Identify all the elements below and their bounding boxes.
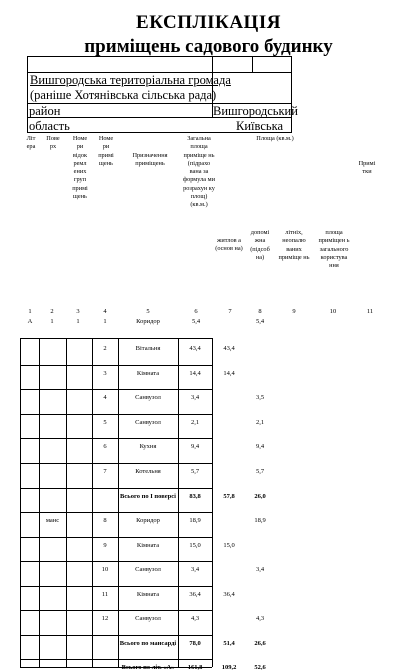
page-title: ЕКСПЛІКАЦІЯ	[136, 12, 281, 33]
row-total: 36,4	[189, 591, 201, 598]
col-common: площа приміщен ь загального користува ння	[318, 229, 350, 270]
row-total: 2,1	[190, 419, 200, 426]
col-number: 3	[76, 308, 80, 315]
col-purpose: Призначення приміщень	[132, 152, 168, 168]
row-room: 4	[103, 394, 107, 401]
grid-line	[20, 659, 212, 660]
grid-line	[20, 365, 212, 366]
grid-line	[20, 414, 212, 415]
row-living: 109,2	[221, 664, 237, 671]
col-number: 9	[292, 308, 296, 315]
grid-line	[20, 438, 212, 439]
row-room: 2	[103, 345, 107, 352]
region-label: область	[29, 119, 70, 133]
grid-line	[20, 338, 21, 667]
row-living: 57,8	[223, 493, 235, 500]
community-name: Вишгородська територіальна громада	[30, 73, 231, 87]
grid-line	[20, 610, 212, 611]
row-room: 10	[101, 566, 109, 573]
row-aux: 9,4	[255, 443, 265, 450]
row-room: 5	[103, 419, 107, 426]
row-total: 18,9	[189, 517, 201, 524]
region-value: Київська	[236, 119, 284, 133]
grid-line	[20, 512, 212, 513]
row-room: 12	[101, 615, 109, 622]
row-room: 11	[101, 591, 109, 598]
col-room-num: Номе ри примі щень	[98, 135, 114, 167]
row-purpose: Коридор	[136, 318, 160, 325]
row-purpose: Вітальня	[135, 345, 161, 352]
row-aux: 2,1	[255, 419, 265, 426]
col-group-num: Номе ри відок ремл ених груп примі щень	[72, 135, 88, 201]
row-purpose: Кімната	[136, 591, 160, 598]
row-total: 83,8	[189, 493, 201, 500]
row-purpose: Котельня	[135, 468, 161, 475]
row-living: 14,4	[223, 370, 235, 377]
col-number: 1	[28, 308, 32, 315]
col-number: 6	[194, 308, 198, 315]
row-aux: 5,7	[255, 468, 265, 475]
col-number: 10	[329, 308, 337, 315]
grid-line	[66, 338, 67, 667]
grid-line	[20, 635, 212, 636]
row-total: 9,4	[190, 443, 200, 450]
col-total-area: Загальна площа приміще нь (підрахо вана за формула ми розрахун ку площ) (кв.м.)	[182, 135, 215, 209]
row-room: 9	[103, 542, 107, 549]
col-number: 5	[146, 308, 150, 315]
row-aux: 4,3	[255, 615, 265, 622]
grid-line	[20, 488, 212, 489]
row-total: 3,4	[190, 566, 200, 573]
row-purpose: Санвузол	[135, 615, 161, 622]
grid-line	[178, 338, 179, 667]
row-purpose: Санвузол	[135, 419, 161, 426]
row-total: 3,4	[190, 394, 200, 401]
row-living: 15,0	[223, 542, 235, 549]
row-total: 15,0	[189, 542, 201, 549]
col-number: 11	[366, 308, 374, 315]
row-aux: 18,9	[254, 517, 266, 524]
row-purpose: Кімната	[136, 542, 160, 549]
col-living: житлов а (основ на)	[215, 237, 243, 253]
col-number: 8	[258, 308, 262, 315]
row-aux: 3,4	[255, 566, 265, 573]
row-total: 5,7	[190, 468, 200, 475]
row-purpose: Кімната	[136, 370, 160, 377]
col-number: 2	[50, 308, 54, 315]
col-number: 7	[228, 308, 232, 315]
grid-line	[20, 338, 212, 339]
row-purpose: Коридор	[136, 517, 160, 524]
row-aux: 26,0	[254, 493, 266, 500]
district-value: Вишгородський	[213, 104, 298, 118]
grid-line	[20, 463, 212, 464]
row-purpose: Кухня	[139, 443, 157, 450]
row-total: 78,0	[189, 640, 201, 647]
row-purpose: Всього по літ. «А»	[121, 664, 175, 671]
row-floor: 1	[50, 318, 54, 325]
col-area-group: Площа (кв.м.)	[256, 135, 294, 142]
community-formerly: (раніше Хотянівська сільська рада)	[30, 88, 217, 102]
district-label: район	[29, 104, 61, 118]
row-group: 1	[76, 318, 80, 325]
row-room: 7	[103, 468, 107, 475]
col-notes: Примі тки	[358, 160, 376, 176]
col-summer: літніх, неопалю ваних приміще нь	[278, 229, 310, 261]
col-auxiliary: допомі жна (підсоб на)	[250, 229, 270, 261]
row-living: 51,4	[223, 640, 235, 647]
row-room: 8	[103, 517, 107, 524]
row-litera: А	[27, 318, 33, 325]
row-aux: 26,6	[254, 640, 266, 647]
row-total: 43,4	[189, 345, 201, 352]
grid-line	[20, 389, 212, 390]
grid-line	[20, 537, 212, 538]
row-purpose: Всього по І поверсі	[120, 493, 176, 500]
grid-line	[20, 586, 212, 587]
row-purpose: Санвузол	[135, 394, 161, 401]
row-purpose: Санвузол	[135, 566, 161, 573]
row-total: 5,4	[191, 318, 201, 325]
row-aux: 52,6	[254, 664, 266, 671]
grid-line	[39, 338, 40, 667]
row-room: 1	[103, 318, 107, 325]
col-litera: Літ ера	[26, 135, 36, 151]
grid-line	[212, 338, 213, 667]
row-aux: 5,4	[255, 318, 265, 325]
col-number: 4	[103, 308, 107, 315]
grid-line	[20, 561, 212, 562]
row-total: 4,3	[190, 615, 200, 622]
row-total: 161,8	[187, 664, 203, 671]
row-living: 36,4	[223, 591, 235, 598]
row-aux: 3,5	[255, 394, 265, 401]
row-floor: манс	[45, 517, 60, 524]
row-room: 6	[103, 443, 107, 450]
row-purpose: Всього по мансарді	[119, 640, 177, 647]
row-living: 43,4	[223, 345, 235, 352]
row-room: 3	[103, 370, 107, 377]
row-total: 14,4	[189, 370, 201, 377]
page-subtitle: приміщень садового будинку	[84, 36, 333, 57]
col-floor: Пове рх	[46, 135, 60, 151]
